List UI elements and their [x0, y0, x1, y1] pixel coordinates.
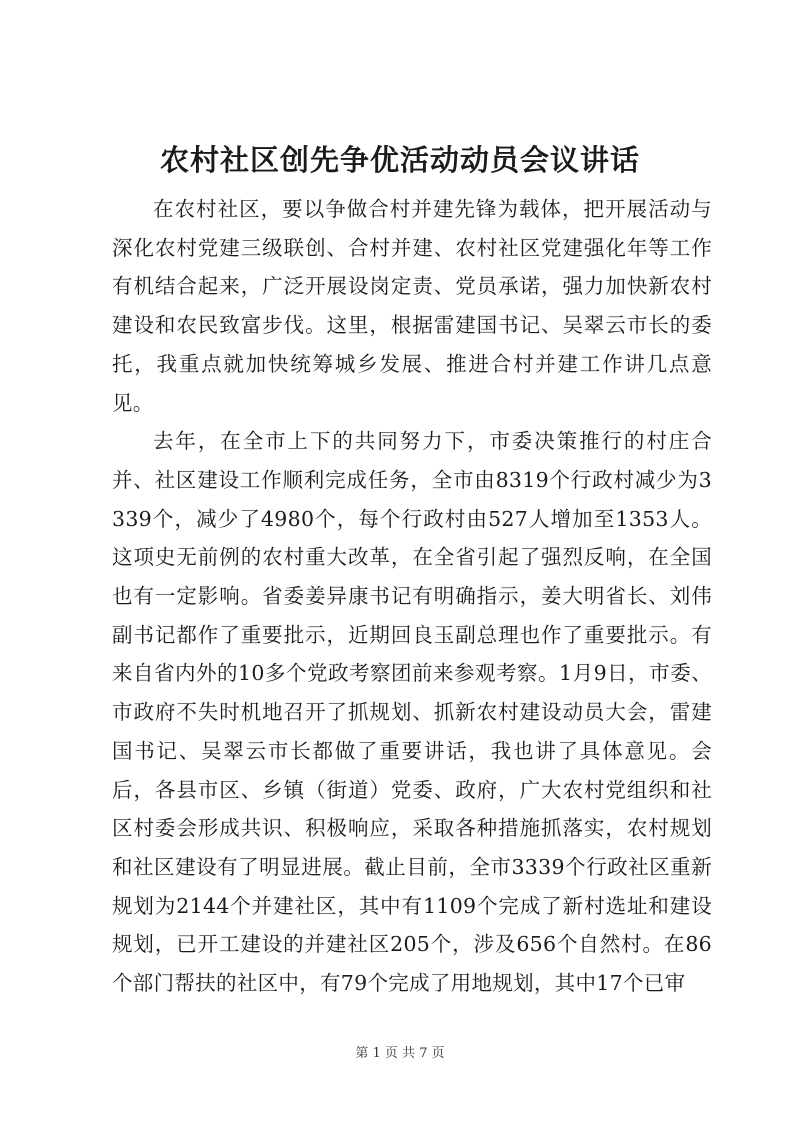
page-number-footer: 第 1 页 共 7 页: [355, 1046, 445, 1061]
document-body: [112, 190, 712, 1003]
document-title: 农村社区创先争优活动动员会议讲话: [159, 143, 640, 177]
paragraph-2: 去年，在全市上下的共同努力下，市委决策推行的村庄合并、社区建设工作顺利完成任务，全市由8319个行政村减少为3339个，减少了4980个，每个行政村由527人增加至1353人。这项史无前例的农村重大改革，在全省引起了强烈反响，在全国也有一定影响。省委姜异康书记有明确指示，姜大明省长、刘伟副书记都作了重要批示，近期回良玉副总理也作了重要批示。有来自省内外的10多个党政考察团前来参观考察。1月9日，市委、市政府不失时机地召开了抓规划、抓新农村建设动员大会，雷建国书记、吴翠云市长都做了重要讲话，我也讲了具体意见。会后，各县市区、乡镇（街道）党委、政府，广大农村党组织和社区村委会形成共识、积极响应，采取各种措施抓落实，农村规划和社区建设有了明显进展。截止目前，全市3339个行政社区重新规划为2144个并建社区，其中有1109个完成了新村选址和建设规划，已开工建设的并建社区205个，涉及656个自然村。在86个部门帮扶的社区中，有79个完成了用地规划，其中17个已审: [112, 429, 712, 996]
paragraph-1: 在农村社区，要以争做合村并建先锋为载体，把开展活动与深化农村党建三级联创、合村并建、农村社区党建强化年等工作有机结合起来，广泛开展设岗定责、党员承诺，强力加快新农村建设和农民致富步伐。这里，根据雷建国书记、吴翠云市长的委托，我重点就加快统筹城乡发展、推进合村并建工作讲几点意见。: [112, 197, 712, 415]
